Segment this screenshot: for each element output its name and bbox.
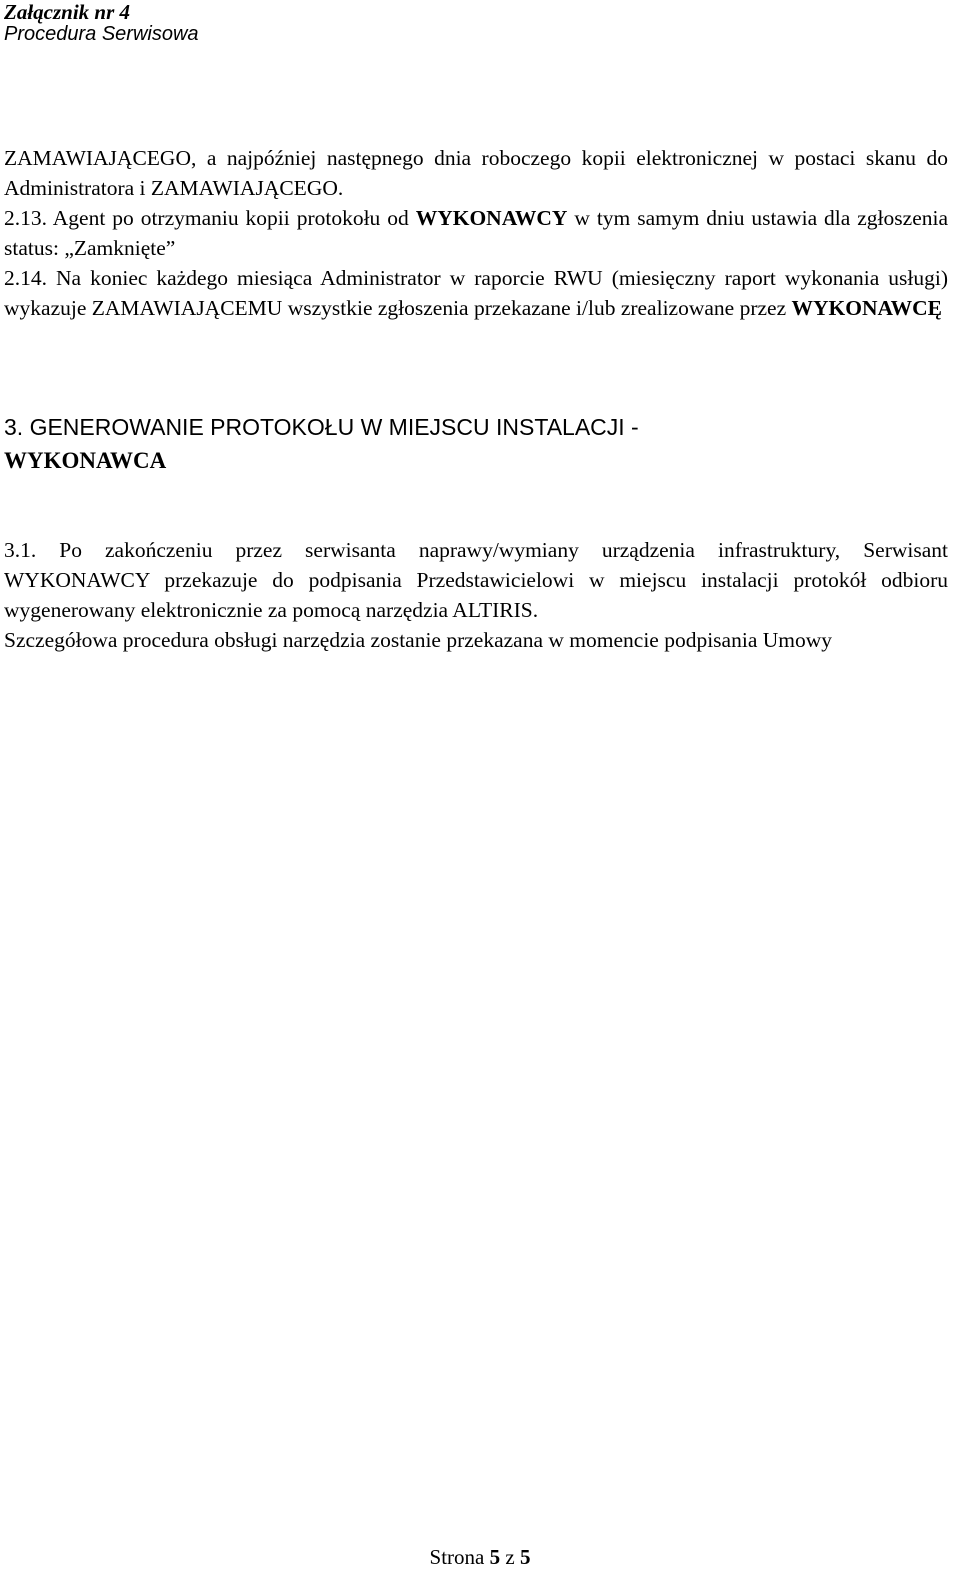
section-3-heading bbox=[4, 410, 904, 478]
footer-label: Strona bbox=[429, 1545, 485, 1569]
item-2-14-text: 2.14. Na koniec każdego miesiąca Administrator w raporcie RWU (miesięczny raport wykonania usługi) wykazuje ZAMAWIAJĄCEMU wszystkie zgłoszenia przekazane i/lub zrealizowane przez bbox=[4, 266, 948, 320]
page-footer bbox=[0, 1543, 960, 1571]
closing-paragraph: Szczegółowa procedura obsługi narzędzia zostanie przekazana w momencie podpisania Umowy bbox=[4, 628, 833, 652]
body-lower bbox=[4, 535, 948, 655]
continuation-paragraph: ZAMAWIAJĄCEGO, a najpóźniej następnego dnia roboczego kopii elektronicznej w postaci skanu do Administratora i ZAMAWIAJĄCEGO. bbox=[4, 146, 948, 200]
item-2-13 bbox=[4, 203, 948, 263]
section-3-heading-line2: WYKONAWCA bbox=[4, 448, 167, 473]
item-2-13-status: w tym samym dniu ustawia dla zgłoszenia status: „Zamknięte” bbox=[4, 206, 949, 260]
item-3-1: 3.1. Po zakończeniu przez serwisanta naprawy/wymiany urządzenia infrastruktury, Serwisant WYKONAWCY przekazuje do podpisania Przedstawicielowi w miejscu instalacji protokół odbioru wygenerowany elektronicznie za pomocą narzędzia ALTIRIS. bbox=[4, 538, 948, 622]
document-subtitle: Procedura Serwisowa bbox=[4, 23, 199, 45]
item-2-13-text: 2.13. Agent po otrzymaniu kopii protokołu od bbox=[4, 206, 416, 230]
body-upper bbox=[4, 143, 948, 323]
footer-separator: z bbox=[505, 1545, 515, 1569]
item-2-14-contractor: WYKONAWCĘ bbox=[791, 296, 943, 320]
item-2-13-contractor: WYKONAWCY bbox=[415, 206, 568, 230]
item-2-14 bbox=[4, 263, 948, 323]
attachment-title: Załącznik nr 4 bbox=[4, 0, 131, 24]
footer-total-pages: 5 bbox=[519, 1545, 531, 1569]
section-3-heading-line1: 3. GENEROWANIE PROTOKOŁU W MIEJSCU INSTALACJI - bbox=[4, 414, 639, 440]
footer-page-number: 5 bbox=[489, 1545, 501, 1569]
